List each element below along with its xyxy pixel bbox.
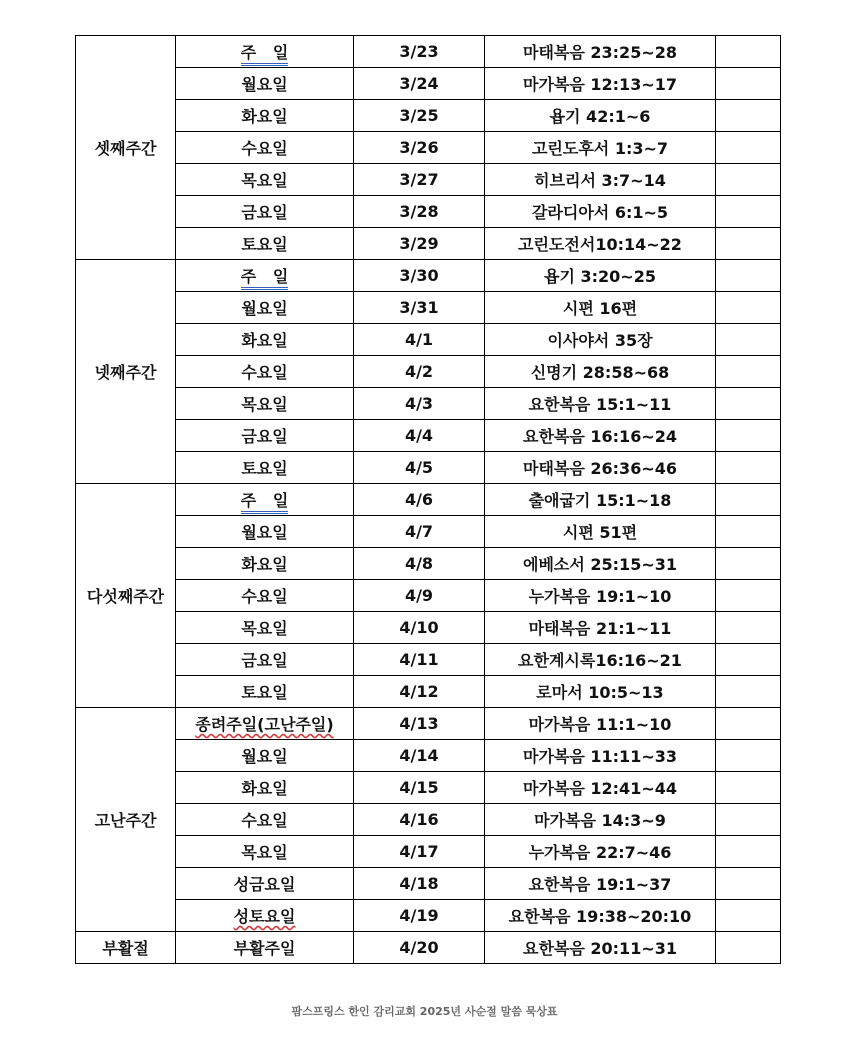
date-cell: 4/12 [354, 676, 485, 708]
day-label: 주 일 [241, 491, 289, 514]
table-row [76, 580, 781, 612]
date-cell: 4/3 [354, 388, 485, 420]
day-label: 토요일 [241, 235, 288, 254]
empty-cell [716, 772, 781, 804]
date-cell: 4/7 [354, 516, 485, 548]
table-row [76, 100, 781, 132]
reading-cell: 마태복음 26:36~46 [485, 452, 716, 484]
date-cell: 4/14 [354, 740, 485, 772]
empty-cell [716, 740, 781, 772]
day-cell [176, 580, 354, 612]
day-label: 금요일 [241, 203, 288, 222]
empty-cell [716, 228, 781, 260]
empty-cell [716, 452, 781, 484]
week-label: 고난주간 [76, 708, 176, 932]
empty-cell [716, 324, 781, 356]
table-row [76, 868, 781, 900]
day-label: 월요일 [241, 523, 288, 542]
day-label: 종려주일(고난주일) [195, 715, 334, 734]
reading-cell: 요한복음 16:16~24 [485, 420, 716, 452]
reading-cell: 시편 16편 [485, 292, 716, 324]
empty-cell [716, 356, 781, 388]
date-cell: 4/8 [354, 548, 485, 580]
table-row [76, 548, 781, 580]
day-label: 토요일 [241, 459, 288, 478]
table-body [76, 36, 781, 964]
day-cell [176, 356, 354, 388]
empty-cell [716, 676, 781, 708]
date-cell: 3/24 [354, 68, 485, 100]
date-cell: 3/25 [354, 100, 485, 132]
empty-cell [716, 36, 781, 68]
day-label: 성금요일 [233, 875, 296, 894]
date-cell: 3/26 [354, 132, 485, 164]
reading-cell: 누가복음 22:7~46 [485, 836, 716, 868]
table-row [76, 356, 781, 388]
day-label: 주 일 [241, 267, 289, 290]
reading-cell: 마태복음 23:25~28 [485, 36, 716, 68]
reading-cell: 요한복음 15:1~11 [485, 388, 716, 420]
day-cell [176, 292, 354, 324]
table-row [76, 324, 781, 356]
table-row [76, 772, 781, 804]
reading-cell: 요한복음 19:1~37 [485, 868, 716, 900]
table-row [76, 612, 781, 644]
empty-cell [716, 932, 781, 964]
date-cell: 3/27 [354, 164, 485, 196]
day-cell [176, 868, 354, 900]
table-row [76, 740, 781, 772]
day-label: 수요일 [241, 811, 288, 830]
empty-cell [716, 644, 781, 676]
empty-cell [716, 260, 781, 292]
day-label: 월요일 [241, 299, 288, 318]
empty-cell [716, 900, 781, 932]
week-label: 부활절 [76, 932, 176, 964]
day-cell [176, 228, 354, 260]
table-row [76, 196, 781, 228]
empty-cell [716, 708, 781, 740]
day-label: 수요일 [241, 587, 288, 606]
day-label: 화요일 [241, 331, 288, 350]
reading-cell: 요한계시록16:16~21 [485, 644, 716, 676]
table-row [76, 420, 781, 452]
reading-cell: 이사야서 35장 [485, 324, 716, 356]
table-row [76, 388, 781, 420]
reading-cell: 마가복음 12:41~44 [485, 772, 716, 804]
reading-cell: 욥기 3:20~25 [485, 260, 716, 292]
table-row [76, 164, 781, 196]
table-row [76, 36, 781, 68]
date-cell: 3/28 [354, 196, 485, 228]
day-label: 금요일 [241, 427, 288, 446]
day-cell [176, 324, 354, 356]
table-row [76, 804, 781, 836]
reading-cell: 요한복음 19:38~20:10 [485, 900, 716, 932]
day-cell [176, 420, 354, 452]
date-cell: 4/5 [354, 452, 485, 484]
date-cell: 4/13 [354, 708, 485, 740]
day-cell [176, 836, 354, 868]
date-cell: 4/19 [354, 900, 485, 932]
week-label: 다섯째주간 [76, 484, 176, 708]
table-row [76, 932, 781, 964]
reading-cell: 누가복음 19:1~10 [485, 580, 716, 612]
date-cell: 4/16 [354, 804, 485, 836]
empty-cell [716, 68, 781, 100]
day-cell [176, 676, 354, 708]
day-label: 목요일 [241, 843, 288, 862]
empty-cell [716, 196, 781, 228]
day-cell [176, 740, 354, 772]
date-cell: 3/30 [354, 260, 485, 292]
day-cell [176, 36, 354, 68]
day-label: 화요일 [241, 779, 288, 798]
reading-cell: 고린도후서 1:3~7 [485, 132, 716, 164]
date-cell: 4/4 [354, 420, 485, 452]
empty-cell [716, 420, 781, 452]
reading-cell: 시편 51편 [485, 516, 716, 548]
date-cell: 3/23 [354, 36, 485, 68]
table-row [76, 900, 781, 932]
table-row [76, 228, 781, 260]
day-label: 금요일 [241, 651, 288, 670]
table-row [76, 260, 781, 292]
day-cell [176, 516, 354, 548]
empty-cell [716, 804, 781, 836]
empty-cell [716, 164, 781, 196]
table-row [76, 836, 781, 868]
empty-cell [716, 516, 781, 548]
day-label: 월요일 [241, 747, 288, 766]
table-row [76, 484, 781, 516]
table-row [76, 452, 781, 484]
day-label: 부활주일 [233, 939, 296, 958]
date-cell: 3/29 [354, 228, 485, 260]
reading-cell: 고린도전서10:14~22 [485, 228, 716, 260]
table-row [76, 132, 781, 164]
day-cell [176, 548, 354, 580]
table-row [76, 516, 781, 548]
table-row [76, 68, 781, 100]
document-footer: 팜스프링스 한인 감리교회 2025년 사순절 말씀 묵상표 [291, 1005, 558, 1018]
reading-cell: 마가복음 11:1~10 [485, 708, 716, 740]
day-label: 토요일 [241, 683, 288, 702]
day-cell [176, 388, 354, 420]
lent-reading-table [75, 35, 781, 964]
date-cell: 4/17 [354, 836, 485, 868]
date-cell: 4/9 [354, 580, 485, 612]
date-cell: 4/10 [354, 612, 485, 644]
day-label: 주 일 [241, 43, 289, 66]
empty-cell [716, 580, 781, 612]
day-cell [176, 900, 354, 932]
date-cell: 3/31 [354, 292, 485, 324]
date-cell: 4/20 [354, 932, 485, 964]
day-cell [176, 804, 354, 836]
day-cell [176, 68, 354, 100]
reading-cell: 출애굽기 15:1~18 [485, 484, 716, 516]
reading-cell: 갈라디아서 6:1~5 [485, 196, 716, 228]
date-cell: 4/11 [354, 644, 485, 676]
day-label: 수요일 [241, 363, 288, 382]
day-cell [176, 100, 354, 132]
day-label: 화요일 [241, 107, 288, 126]
day-label: 목요일 [241, 395, 288, 414]
reading-cell: 요한복음 20:11~31 [485, 932, 716, 964]
reading-cell: 신명기 28:58~68 [485, 356, 716, 388]
day-cell [176, 644, 354, 676]
day-cell [176, 612, 354, 644]
empty-cell [716, 292, 781, 324]
empty-cell [716, 132, 781, 164]
reading-cell: 히브리서 3:7~14 [485, 164, 716, 196]
date-cell: 4/6 [354, 484, 485, 516]
reading-cell: 로마서 10:5~13 [485, 676, 716, 708]
reading-cell: 마가복음 12:13~17 [485, 68, 716, 100]
reading-cell: 마태복음 21:1~11 [485, 612, 716, 644]
day-label: 목요일 [241, 619, 288, 638]
day-cell [176, 164, 354, 196]
empty-cell [716, 868, 781, 900]
day-label: 월요일 [241, 75, 288, 94]
week-label: 넷째주간 [76, 260, 176, 484]
reading-cell: 마가복음 11:11~33 [485, 740, 716, 772]
table-row [76, 644, 781, 676]
date-cell: 4/1 [354, 324, 485, 356]
reading-cell: 욥기 42:1~6 [485, 100, 716, 132]
empty-cell [716, 388, 781, 420]
table-row [76, 708, 781, 740]
empty-cell [716, 612, 781, 644]
day-cell [176, 772, 354, 804]
day-cell [176, 932, 354, 964]
empty-cell [716, 548, 781, 580]
day-cell [176, 132, 354, 164]
day-cell [176, 484, 354, 516]
table-row [76, 676, 781, 708]
day-cell [176, 196, 354, 228]
day-cell [176, 708, 354, 740]
day-cell [176, 452, 354, 484]
table-row [76, 292, 781, 324]
day-label: 화요일 [241, 555, 288, 574]
empty-cell [716, 484, 781, 516]
day-label: 수요일 [241, 139, 288, 158]
day-label: 목요일 [241, 171, 288, 190]
empty-cell [716, 836, 781, 868]
date-cell: 4/2 [354, 356, 485, 388]
reading-cell: 에베소서 25:15~31 [485, 548, 716, 580]
day-label: 성토요일 [233, 907, 296, 926]
week-label: 셋째주간 [76, 36, 176, 260]
empty-cell [716, 100, 781, 132]
reading-cell: 마가복음 14:3~9 [485, 804, 716, 836]
date-cell: 4/15 [354, 772, 485, 804]
day-cell [176, 260, 354, 292]
date-cell: 4/18 [354, 868, 485, 900]
